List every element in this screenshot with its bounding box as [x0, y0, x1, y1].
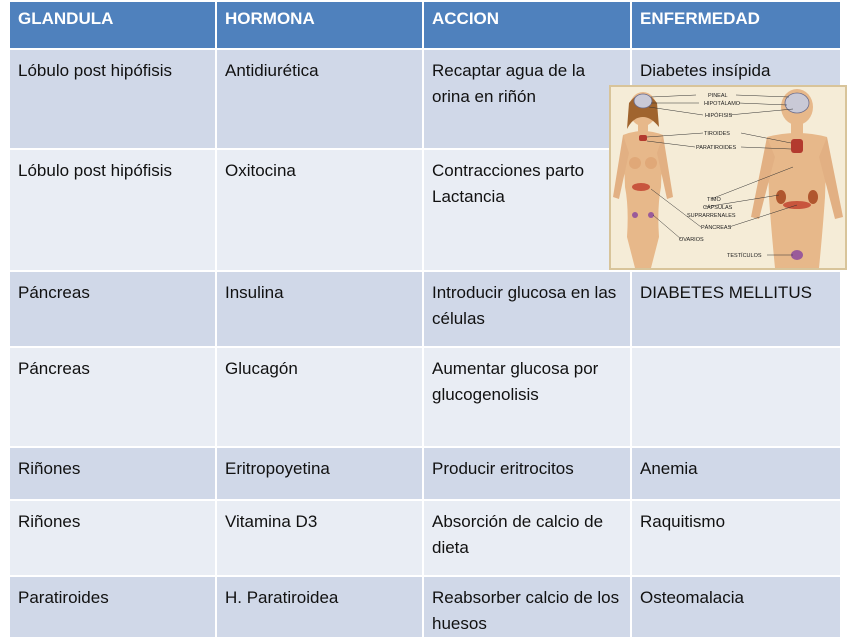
- header-hormona: HORMONA: [216, 1, 423, 49]
- label-tiroides: TIROIDES: [704, 131, 730, 137]
- label-pineal: PINEAL: [708, 93, 728, 99]
- label-testiculos: TESTÍCULOS: [727, 253, 762, 259]
- cell-enfermedad: Osteomalacia: [631, 576, 841, 638]
- cell-glandula: Riñones: [9, 447, 216, 500]
- endocrine-glands-illustration: [609, 85, 847, 270]
- cell-hormona: Insulina: [216, 271, 423, 347]
- cell-accion: Reabsorber calcio de los huesos: [423, 576, 631, 638]
- cell-glandula: Páncreas: [9, 347, 216, 447]
- label-hipotalamo: HIPOTÁLAMO: [704, 101, 741, 107]
- cell-accion: Contracciones parto Lactancia: [423, 149, 631, 271]
- cell-enfermedad: [631, 347, 841, 447]
- cell-glandula: Páncreas: [9, 271, 216, 347]
- cell-hormona: Oxitocina: [216, 149, 423, 271]
- cell-accion: Absorción de calcio de dieta: [423, 500, 631, 576]
- cell-glandula: Lóbulo post hipófisis: [9, 149, 216, 271]
- body-figures-image: [611, 87, 845, 268]
- male-figure: [751, 89, 843, 268]
- cell-glandula: Lóbulo post hipófisis: [9, 49, 216, 149]
- cell-glandula: Riñones: [9, 500, 216, 576]
- cell-hormona: Glucagón: [216, 347, 423, 447]
- header-row: [9, 1, 841, 49]
- header-glandula: GLANDULA: [9, 1, 216, 49]
- label-ovarios: OVARIOS: [679, 237, 704, 243]
- female-figure: [613, 92, 673, 268]
- cell-enfermedad: Raquitismo: [631, 500, 841, 576]
- cell-hormona: Vitamina D3: [216, 500, 423, 576]
- label-hipofisis: HIPÓFISIS: [705, 113, 733, 119]
- cell-hormona: H. Paratiroidea: [216, 576, 423, 638]
- header-enfermedad: ENFERMEDAD: [631, 1, 841, 49]
- cell-accion: Recaptar agua de la orina en riñón: [423, 49, 631, 149]
- table-row: [9, 500, 841, 576]
- cell-glandula: Paratiroides: [9, 576, 216, 638]
- table-row: [9, 271, 841, 347]
- label-suprarrenales: SUPRARRENALES: [687, 213, 736, 219]
- cell-enfermedad: DIABETES MELLITUS: [631, 271, 841, 347]
- header-accion: ACCION: [423, 1, 631, 49]
- cell-accion: Aumentar glucosa por glucogenolisis: [423, 347, 631, 447]
- cell-accion: Producir eritrocitos: [423, 447, 631, 500]
- cell-enfermedad: Anemia: [631, 447, 841, 500]
- cell-hormona: Antidiurética: [216, 49, 423, 149]
- label-pancreas: PÁNCREAS: [701, 225, 732, 231]
- cell-hormona: Eritropoyetina: [216, 447, 423, 500]
- cell-enfermedad: Diabetes insípida: [631, 49, 841, 149]
- label-timo: TIMO: [707, 197, 721, 203]
- table-row: [9, 576, 841, 638]
- table-row: [9, 347, 841, 447]
- label-paratiroides: PARATIROIDES: [696, 145, 737, 151]
- label-capsulas: CÁPSULAS: [703, 205, 733, 211]
- table-row: [9, 447, 841, 500]
- cell-accion: Introducir glucosa en las células: [423, 271, 631, 347]
